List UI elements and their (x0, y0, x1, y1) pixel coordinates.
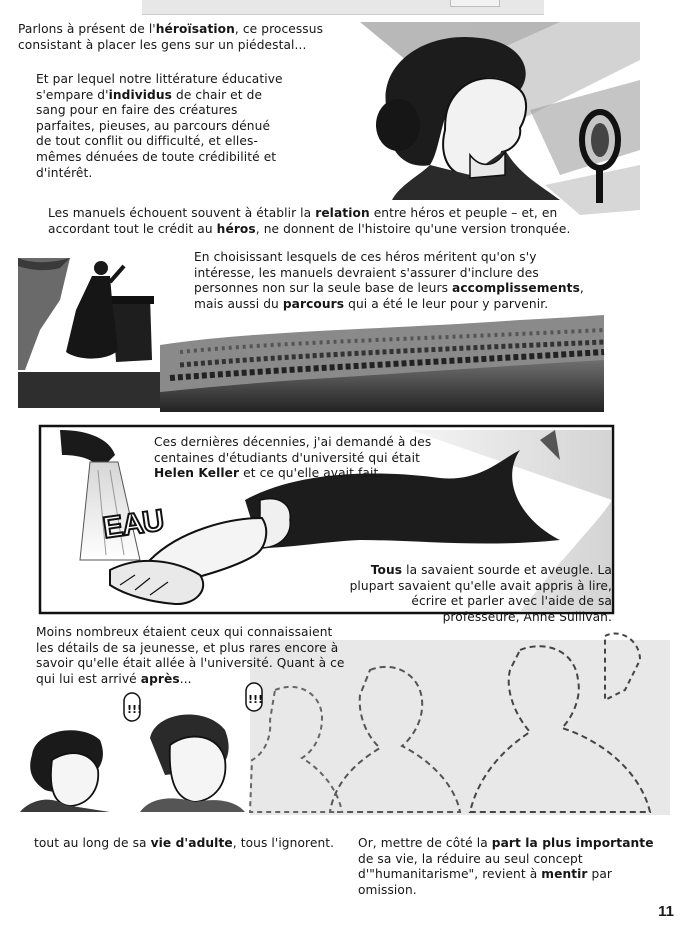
caption-vie-adulte: tout au long de sa vie d'adulte, tous l'ignorent. (34, 836, 335, 850)
caption-heroisation: Parlons à présent de l'héroïsation, ce processus consistant à placer les gens sur un piédestal... (18, 22, 324, 52)
caption-mentir: Or, mettre de côté la part la plus importante de sa vie, la réduire au seul concept d'"humanitarisme", revient à mentir par omission. (358, 836, 654, 897)
sound-effect-eau: EAU (100, 503, 166, 546)
svg-text:!!!: !!! (127, 703, 143, 716)
caption-accomplissements: En choisissant lesquels de ces héros méritent qu'on s'y intéresse, les manuels devraient s'assurer d'inclure des personnes non sur la seule base de leurs accomplissements, mais aussi du parcours qui a été le leur pour y parvenir. (194, 250, 584, 311)
caption-tous: Tous la savaient sourde et aveugle. La plupart savaient qu'elle avait appris à lire, écrire et parler avec l'aide de sa professeure, Anne Sullivan. (349, 563, 612, 624)
caption-individus: Et par lequel notre littérature éducative s'empare d'individus de chair et de sang pour en faire des créatures parfaites, pieuses, au parcours dénué de tout conflit ou difficulté, et elles-mêmes dénuées de toute crédibilité et d'intérêt. (36, 72, 283, 180)
caption-helen-keller: Ces dernières décennies, j'ai demandé à des centaines d'étudiants d'université qui était Helen Keller et ce qu'elle avait fait. (154, 435, 432, 481)
page-number: 11 (658, 903, 674, 920)
svg-text:!!!: !!! (248, 693, 264, 706)
caption-apres: Moins nombreux étaient ceux qui connaissaient les détails de sa jeunesse, et plus rares encore à savoir qu'elle était allée à l'université. Quant à ce qui lui est arrivé après... (36, 625, 345, 686)
caption-relation: Les manuels échouent souvent à établir la relation entre héros et peuple – et, en accordant tout le crédit au héros, ne donnent de l'histoire qu'une version tronquée. (48, 206, 571, 236)
panel-speech-portrait (360, 22, 640, 215)
